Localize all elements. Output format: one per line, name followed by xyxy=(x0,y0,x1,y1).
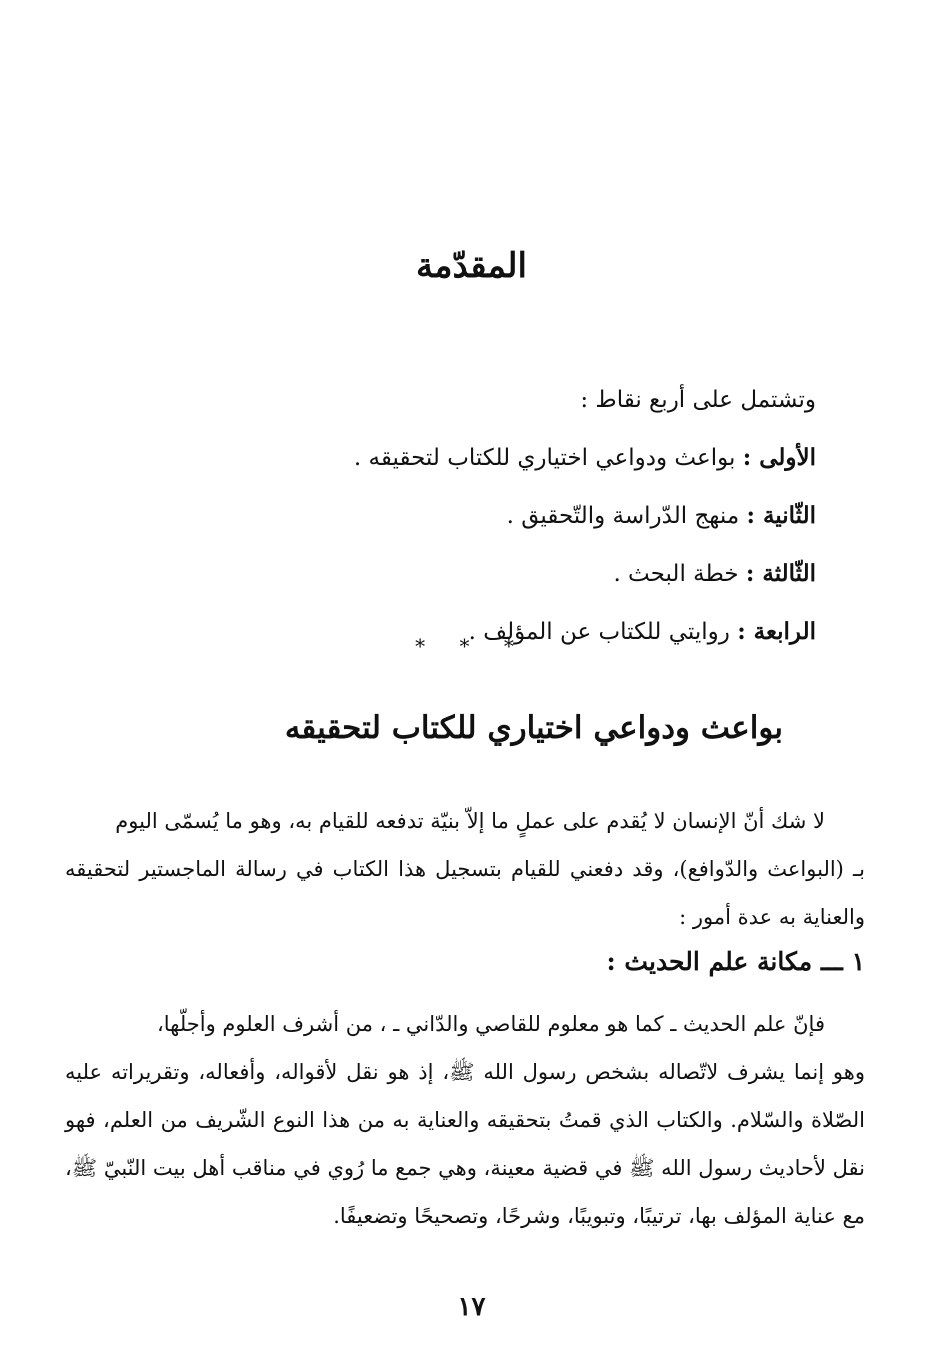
intro-point-2 xyxy=(116,487,816,545)
paragraph-1 xyxy=(65,797,865,941)
paragraph-2-rest: وهو إنما يشرف لاتّصاله بشخص رسول الله ﷺ، إذ هو نقل لأقواله، وأفعاله، وتقريراته عليه الصّلاة والسّلام. والكتاب الذي قمتُ بتحقيقه والعناية به من هذا النوع الشّريف من العلم، فهو نقل لأحاديث رسول الله ﷺ في قضية معينة، وهي جمع ما رُوي في مناقب أهل بيت النّبيّ ﷺ، مع عناية المؤلف بها، ترتيبًا، وتبويبًا، وشرحًا، وتصحيحًا وتضعيفًا. xyxy=(65,1060,865,1228)
point-text: روايتي للكتاب عن المؤلف . xyxy=(468,619,730,645)
point-label: الرابعة : xyxy=(737,618,816,645)
paragraph-1-rest: بـ (البواعث والدّوافع)، وقد دفعني للقيام بتسجيل هذا الكتاب في رسالة الماجستير لتحقيقه والعناية به عدة أمور : xyxy=(65,857,865,929)
point-label: الأولى : xyxy=(742,444,816,471)
point-text: خطة البحث . xyxy=(613,561,739,587)
subheading-hadith-status: ١ ـــ مكانة علم الحديث : xyxy=(606,947,865,976)
intro-lead: وتشتمل على أربع نقاط : xyxy=(580,387,816,413)
page-number: ١٧ xyxy=(457,1292,486,1322)
point-label: الثّالثة : xyxy=(745,560,816,587)
section-separator: * * * xyxy=(415,634,528,658)
intro-point-3 xyxy=(116,545,816,603)
paragraph-2-first-line: فإنّ علم الحديث ـ كما هو معلوم للقاصي والدّاني ـ ، من أشرف العلوم وأجلّها، xyxy=(156,1012,825,1036)
intro-list xyxy=(116,372,816,661)
point-text: بواعث ودواعي اختياري للكتاب لتحقيقه . xyxy=(353,445,736,471)
paragraph-2 xyxy=(65,1000,865,1240)
section-heading: بواعث ودواعي اختياري للكتاب لتحقيقه xyxy=(284,710,783,746)
point-text: منهج الدّراسة والتّحقيق . xyxy=(506,503,740,529)
intro-point-1 xyxy=(116,429,816,487)
point-label: الثّانية : xyxy=(746,502,816,529)
page-title: المقدّمة xyxy=(416,246,527,286)
paragraph-1-first-line: لا شك أنّ الإنسان لا يُقدم على عملٍ ما إلاّ بنيّة تدفعه للقيام به، وهو ما يُسمّى اليوم xyxy=(115,809,825,833)
